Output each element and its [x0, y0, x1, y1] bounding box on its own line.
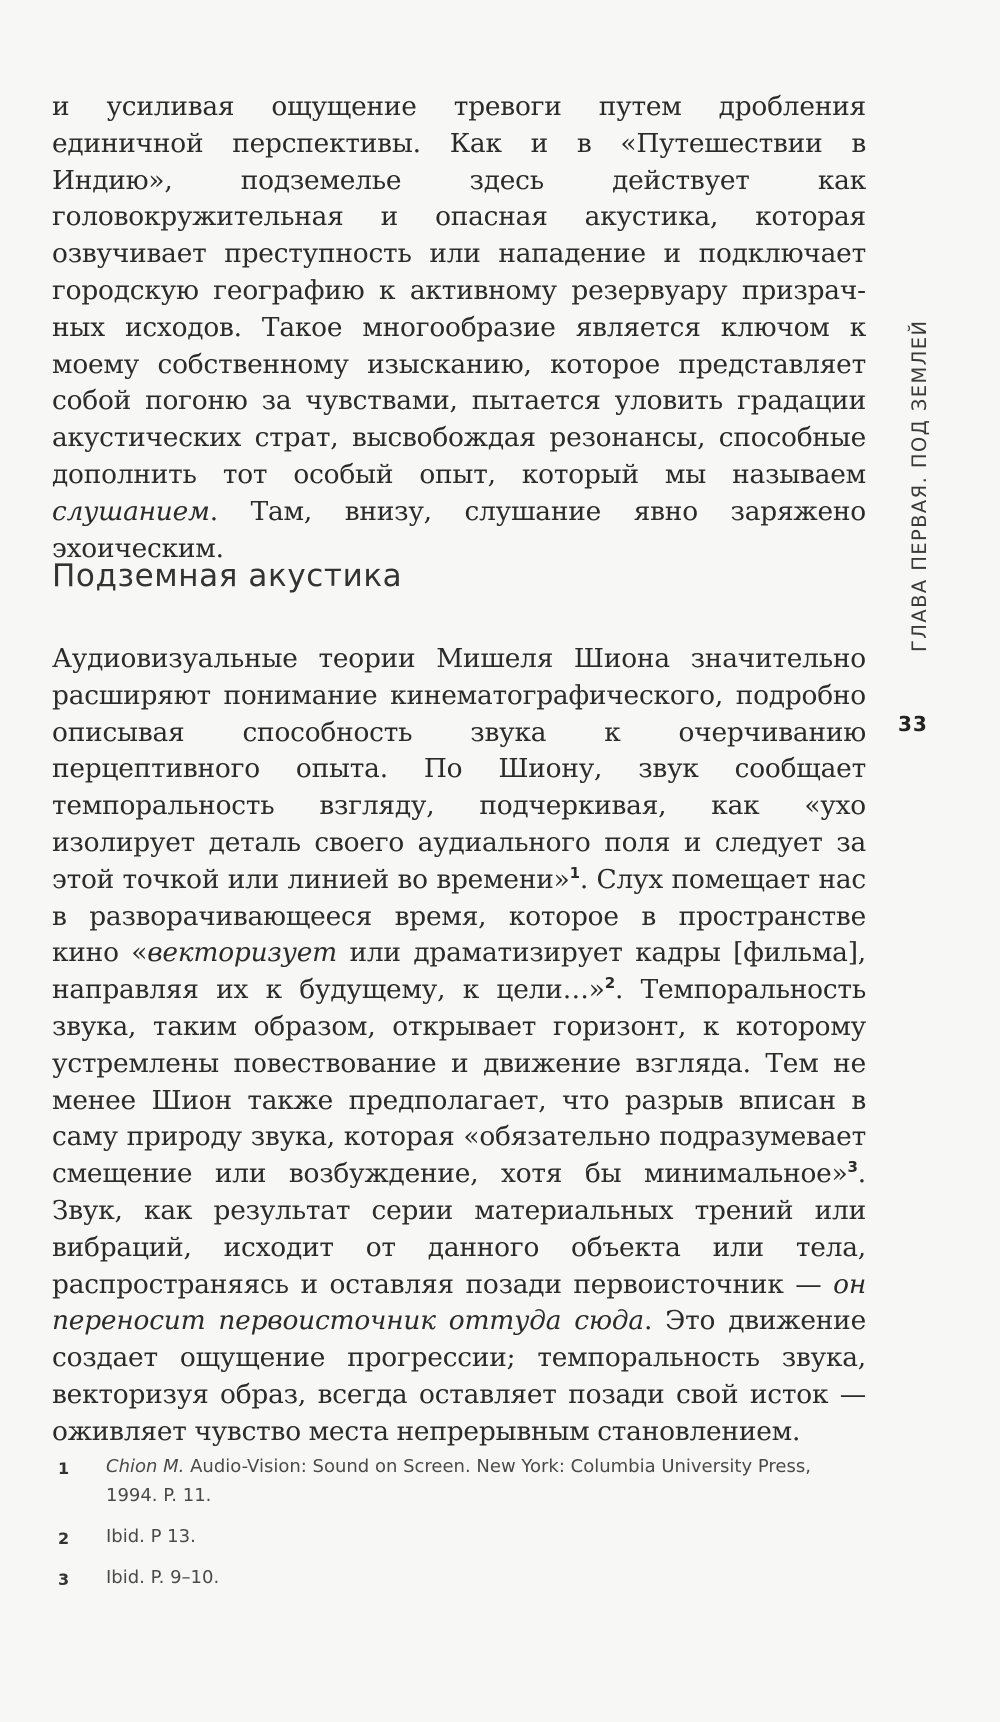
paragraph-continuation: и усиливая ощущение тревоги путем дробления единичной перспективы. Как и в «Путешествии в Индию», подземелье здесь действует как головокружительная и опасная акустика, которая озвучивает преступность или нападение и подключает городскую географию к активному резервуару призрачных исходов. Такое многообразие является ключом к моему собственному изысканию, которое представляет собой погоню за чувствами, пытается уловить градации акустических страт, высвобождая резонансы, способные дополнить тот особый опыт, который мы называем слушанием. Там, внизу, слушание явно заряжено эхоическим. [52, 91, 866, 564]
body-text-top [52, 89, 866, 567]
footnote-ref-3[interactable]: 3 [847, 1158, 858, 1177]
footnote-1 [52, 1452, 866, 1510]
footnote-2 [52, 1522, 866, 1551]
page-number: 33 [898, 712, 928, 736]
running-head-text: ГЛАВА ПЕРВАЯ. ПОД ЗЕМЛЕЙ [908, 319, 931, 652]
footnote-number: 3 [58, 1570, 70, 1589]
running-head [908, 319, 938, 682]
section-heading: Подземная акустика [52, 558, 403, 594]
emphasis-listening: слушанием [52, 495, 210, 527]
footnote-text: Ibid. P 13. [106, 1526, 196, 1547]
footnotes [52, 1452, 866, 1604]
emphasis-vectorizes: векторизует [147, 937, 337, 969]
emphasis-transfers-source: он переносит первоисточник оттуда сюда [52, 1268, 866, 1337]
paragraph-chion: Аудиовизуальные теории Мишеля Шиона значительно расширяют понимание кинематографического, подробно описывая способность звука к очерчиванию перцептивного опыта. По Шиону, звук сообщает темпоральность взгляду, подчеркивая, как «ухо изолирует деталь своего аудиального поля и следует за этой точкой или линией во времени»$^1$. Слух помещает нас в разворачивающееся время, которое в пространстве кино «векторизует или драматизирует кадры [фильма], направляя их к будущему, к цели…»$^2$. Темпоральность звука, таким образом, открывает горизонт, к которому устремлены повествование и движение взгляда. Тем не менее Шион также предполагает, что разрыв вписан в саму природу звука, которая «обязательно подразумевает смещение или возбуждение, хотя бы минимальное»$^3$. Звук, как результат серии материальных трений или вибраций, исходит от данного объекта или тела, распространяясь и оставляя позади первоисточник — он переносит первоисточник оттуда сюда. Это движение создает ощущение прогрессии; темпоральность звука, векторизуя образ, всегда оставляет позади свой исток — оживляет чувство места непрерывным становлением. [52, 643, 866, 1447]
footnote-author: Chion M. [106, 1456, 185, 1477]
footnote-number: 1 [58, 1459, 70, 1478]
body-text-main [52, 641, 866, 1451]
footnote-ref-1[interactable]: 1 [569, 863, 580, 882]
footnote-number: 2 [58, 1529, 70, 1548]
footnote-text: Audio-Vision: Sound on Screen. New York: Columbia University Press, 1994. P. 11. [106, 1456, 811, 1506]
footnote-3 [52, 1563, 866, 1592]
footnote-text: Ibid. P. 9–10. [106, 1567, 220, 1588]
footnote-ref-2[interactable]: 2 [604, 974, 615, 993]
